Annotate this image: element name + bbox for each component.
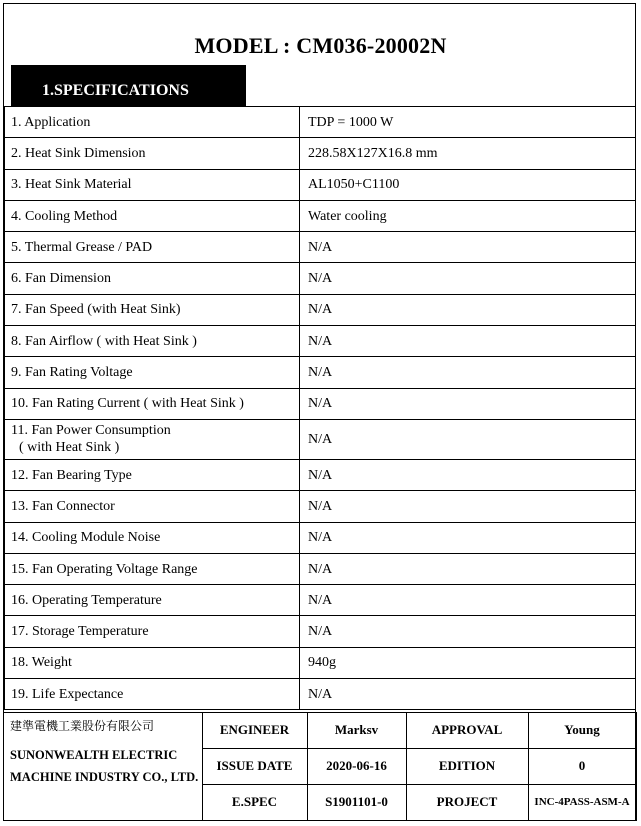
spec-row	[5, 200, 636, 231]
document-title: MODEL : CM036-20002N	[194, 33, 447, 58]
spec-row	[5, 459, 636, 490]
specifications-table	[4, 106, 636, 710]
spec-row	[5, 232, 636, 263]
spec-value: N/A	[300, 585, 636, 616]
spec-row	[5, 647, 636, 678]
spec-label	[5, 169, 300, 200]
spec-label	[5, 616, 300, 647]
company-name-line-1: SUNONWEALTH ELECTRIC	[10, 748, 178, 762]
spec-label-text: 15. Fan Operating Voltage Range	[11, 561, 198, 577]
spec-label-text: 13. Fan Connector	[11, 498, 115, 514]
spec-label-text: 14. Cooling Module Noise	[11, 530, 161, 546]
company-block	[4, 713, 202, 821]
spec-row	[5, 263, 636, 294]
spec-label-text: 8. Fan Airflow ( with Heat Sink )	[11, 333, 197, 349]
spec-value: N/A	[300, 326, 636, 357]
document-footer	[4, 712, 637, 821]
edition-value: 0	[528, 748, 636, 784]
spec-row	[5, 522, 636, 553]
spec-label-text: 4. Cooling Method	[11, 208, 118, 224]
spec-label	[5, 263, 300, 294]
spec-row	[5, 679, 636, 710]
engineer-label: ENGINEER	[202, 713, 307, 749]
project-label: PROJECT	[406, 784, 528, 820]
spec-row	[5, 294, 636, 325]
spec-label-text: 6. Fan Dimension	[11, 271, 111, 287]
spec-label	[5, 200, 300, 231]
section-heading: 1.SPECIFICATIONS	[11, 65, 246, 106]
spec-label-text: 9. Fan Rating Voltage	[11, 365, 133, 381]
spec-value: N/A	[300, 491, 636, 522]
spec-label	[5, 585, 300, 616]
spec-label	[5, 232, 300, 263]
issue-date-value: 2020-06-16	[307, 748, 406, 784]
spec-label	[5, 553, 300, 584]
spec-value: N/A	[300, 522, 636, 553]
spec-value: N/A	[300, 553, 636, 584]
spec-label-text: 3. Heat Sink Material	[11, 177, 132, 193]
espec-label: E.SPEC	[202, 784, 307, 820]
spec-label-text: 2. Heat Sink Dimension	[11, 145, 146, 161]
spec-value: N/A	[300, 388, 636, 419]
spec-row	[5, 419, 636, 459]
spec-label-text: 17. Storage Temperature	[11, 624, 149, 640]
spec-value: N/A	[300, 232, 636, 263]
spec-label	[5, 459, 300, 490]
spec-label-text: 7. Fan Speed (with Heat Sink)	[11, 302, 181, 318]
spec-row	[5, 138, 636, 169]
spec-label	[5, 522, 300, 553]
spec-label-subtext: ( with Heat Sink )	[19, 440, 120, 456]
spec-label-text: 19. Life Expectance	[11, 686, 124, 702]
approval-label: APPROVAL	[406, 713, 528, 749]
spec-value: N/A	[300, 357, 636, 388]
spec-label-text: 10. Fan Rating Current ( with Heat Sink )	[11, 396, 244, 412]
spec-value: N/A	[300, 679, 636, 710]
spec-label	[5, 491, 300, 522]
spec-value: N/A	[300, 294, 636, 325]
spec-label	[5, 647, 300, 678]
spec-value: 228.58X127X16.8 mm	[300, 138, 636, 169]
spec-label-text: 11. Fan Power Consumption	[11, 423, 171, 439]
spec-value: AL1050+C1100	[300, 169, 636, 200]
spec-label	[5, 107, 300, 138]
spec-row	[5, 585, 636, 616]
spec-row	[5, 491, 636, 522]
spec-label	[5, 679, 300, 710]
spec-label	[5, 326, 300, 357]
spec-label	[5, 419, 300, 459]
spec-value: N/A	[300, 419, 636, 459]
spec-row	[5, 616, 636, 647]
spec-row	[5, 357, 636, 388]
spec-label	[5, 357, 300, 388]
company-name-line-2: MACHINE INDUSTRY CO., LTD.	[10, 770, 199, 784]
approval-value: Young	[528, 713, 636, 749]
spec-label-text: 5. Thermal Grease / PAD	[11, 239, 153, 255]
espec-value: S1901101-0	[307, 784, 406, 820]
engineer-value: Marksv	[307, 713, 406, 749]
spec-label-text: 1. Application	[11, 114, 91, 130]
spec-value: TDP = 1000 W	[300, 107, 636, 138]
spec-label-text: 16. Operating Temperature	[11, 592, 162, 608]
spec-label-text: 12. Fan Bearing Type	[11, 467, 132, 483]
spec-value: N/A	[300, 616, 636, 647]
spec-label	[5, 388, 300, 419]
spec-row	[5, 388, 636, 419]
spec-row	[5, 107, 636, 138]
project-value: INC-4PASS-ASM-A	[528, 784, 636, 820]
issue-date-label: ISSUE DATE	[202, 748, 307, 784]
spec-value: N/A	[300, 263, 636, 294]
spec-value: N/A	[300, 459, 636, 490]
spec-row	[5, 553, 636, 584]
spec-label	[5, 138, 300, 169]
spec-row	[5, 169, 636, 200]
spec-label-text: 18. Weight	[11, 655, 72, 671]
spec-row	[5, 326, 636, 357]
spec-label	[5, 294, 300, 325]
spec-value: Water cooling	[300, 200, 636, 231]
edition-label: EDITION	[406, 748, 528, 784]
spec-value: 940g	[300, 647, 636, 678]
company-name-chinese: 建準電機工業股份有限公司	[10, 719, 155, 733]
